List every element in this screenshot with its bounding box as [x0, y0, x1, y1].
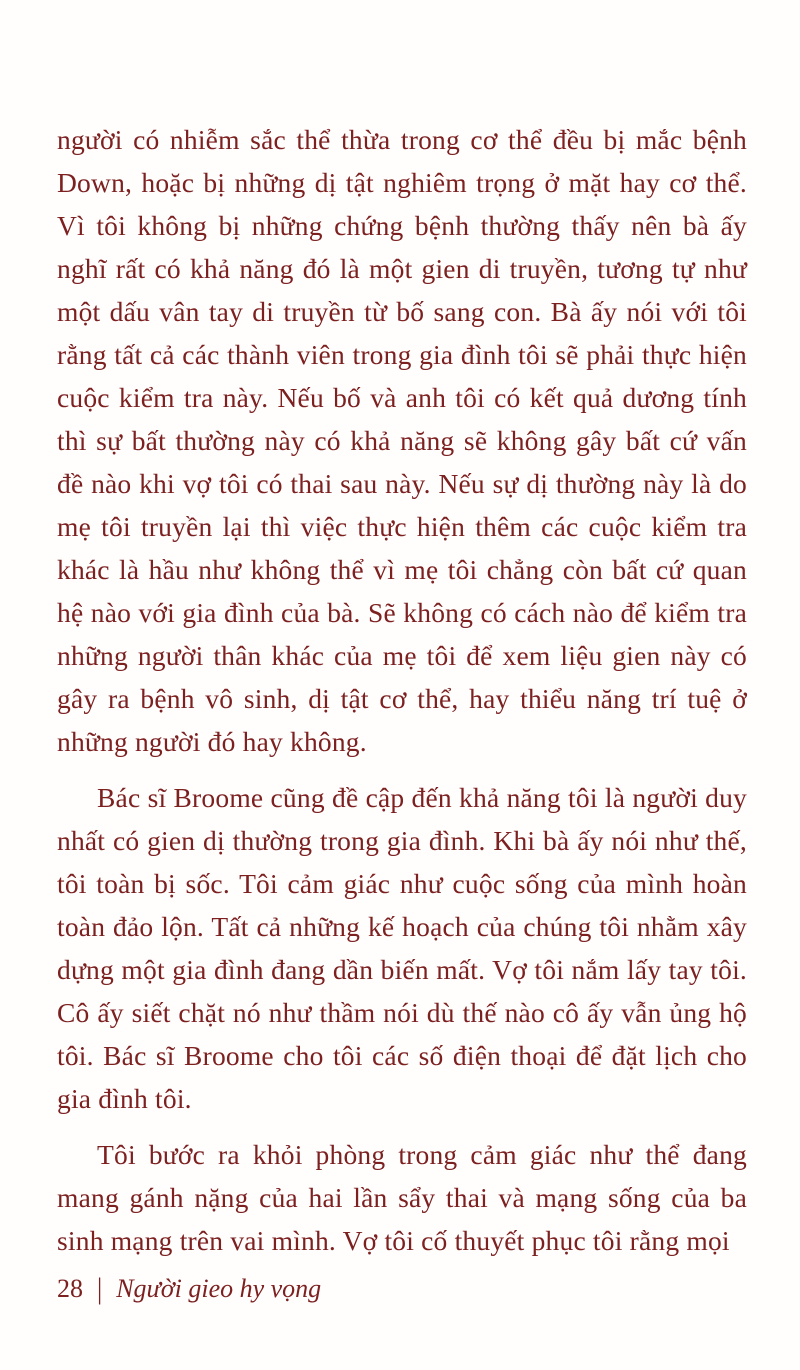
book-title: Người gieo hy vọng [116, 1274, 322, 1303]
paragraph: Bác sĩ Broome cũng đề cập đến khả năng tôi là người duy nhất có gien dị thường trong gia đình. Khi bà ấy nói như thế, tôi toàn bị sốc. Tôi cảm giác như cuộc sống của mình hoàn toàn đảo lộn. Tất cả những kế hoạch của chúng tôi nhằm xây dựng một gia đình đang dần biến mất. Vợ tôi nắm lấy tay tôi. Cô ấy siết chặt nó như thầm nói dù thế nào cô ấy vẫn ủng hộ tôi. Bác sĩ Broome cho tôi các số điện thoại để đặt lịch cho gia đình tôi. [57, 782, 747, 1114]
page-footer [57, 1272, 321, 1306]
paragraph: người có nhiễm sắc thể thừa trong cơ thể đều bị mắc bệnh Down, hoặc bị những dị tật nghiêm trọng ở mặt hay cơ thể. Vì tôi không bị những chứng bệnh thường thấy nên bà ấy nghĩ rất có khả năng đó là một gien di truyền, tương tự như một dấu vân tay di truyền từ bố sang con. Bà ấy nói với tôi rằng tất cả các thành viên trong gia đình tôi sẽ phải thực hiện cuộc kiểm tra này. Nếu bố và anh tôi có kết quả dương tính thì sự bất thường này có khả năng sẽ không gây bất cứ vấn đề nào khi vợ tôi có thai sau này. Nếu sự dị thường này là do mẹ tôi truyền lại thì việc thực hiện thêm các cuộc kiểm tra khác là hầu như không thể vì mẹ tôi chẳng còn bất cứ quan hệ nào với gia đình của bà. Sẽ không có cách nào để kiểm tra những người thân khác của mẹ tôi để xem liệu gien này có gây ra bệnh vô sinh, dị tật cơ thể, hay thiểu năng trí tuệ ở những người đó hay không. [57, 124, 747, 757]
footer-separator: | [97, 1271, 103, 1306]
paragraph: Tôi bước ra khỏi phòng trong cảm giác như thể đang mang gánh nặng của hai lần sẩy thai và mạng sống của ba sinh mạng trên vai mình. Vợ tôi cố thuyết phục tôi rằng mọi [57, 1139, 747, 1256]
page-number: 28 [57, 1274, 83, 1303]
body-text [57, 118, 747, 1262]
